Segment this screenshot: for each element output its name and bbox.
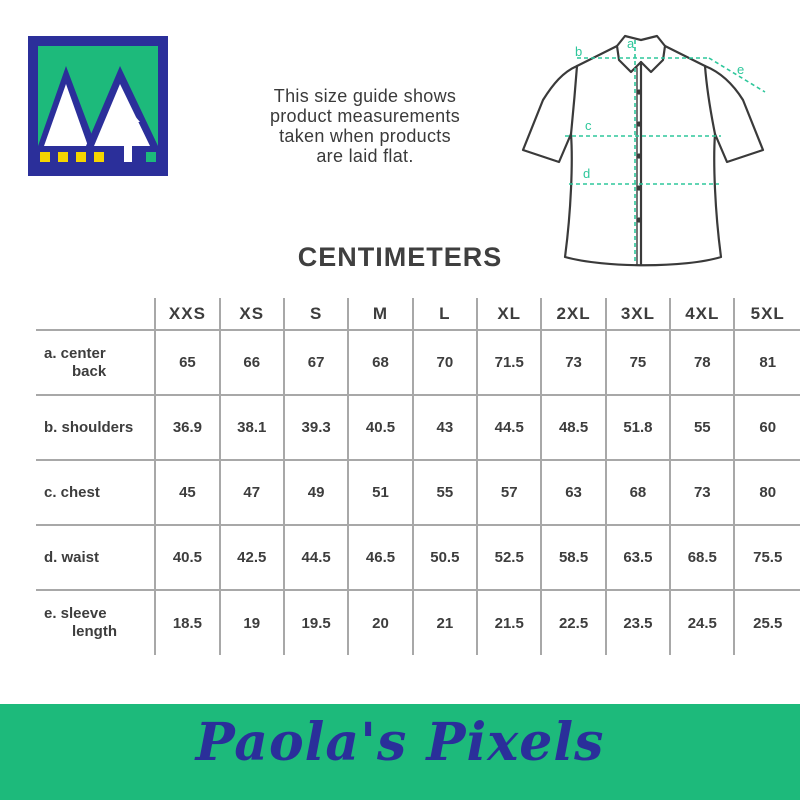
table-cell: 68 — [606, 460, 670, 525]
table-cell: 65 — [155, 330, 219, 395]
table-cell: 21.5 — [477, 590, 541, 655]
size-guide-intro — [200, 86, 530, 166]
table-row — [36, 330, 800, 395]
size-header: XXS — [155, 298, 219, 330]
size-header: 5XL — [750, 303, 785, 323]
table-cell: 63.5 — [606, 525, 670, 590]
size-header: S — [284, 298, 348, 330]
table-cell: 51.8 — [606, 395, 670, 460]
table-cell: 38.1 — [220, 395, 284, 460]
table-cell: 19.5 — [284, 590, 348, 655]
row-label — [36, 590, 155, 655]
table-row — [36, 395, 800, 460]
table-cell: 70 — [413, 330, 477, 395]
table-cell: 50.5 — [413, 525, 477, 590]
table-cell: 71.5 — [477, 330, 541, 395]
table-cell: 36.9 — [155, 395, 219, 460]
table-cell: 19 — [220, 590, 284, 655]
table-cell: 40.5 — [155, 525, 219, 590]
table-cell: 52.5 — [477, 525, 541, 590]
table-cell: 23.5 — [606, 590, 670, 655]
table-cell: 43 — [413, 395, 477, 460]
row-label-line: length — [72, 623, 117, 640]
table-cell: 75.5 — [753, 549, 783, 566]
table-cell: 57 — [477, 460, 541, 525]
row-label-line: back — [72, 362, 107, 380]
row-label — [36, 460, 155, 525]
table-cell: 22.5 — [541, 590, 605, 655]
diagram-label: d — [583, 166, 591, 181]
row-label — [36, 330, 155, 395]
intro-line: are laid flat. — [316, 146, 414, 166]
corner-cell — [36, 298, 155, 330]
units-title: CENTIMETERS — [297, 242, 503, 272]
table-row — [36, 460, 800, 525]
intro-line: product measurements — [269, 106, 461, 126]
row-label — [36, 525, 155, 590]
table-cell: 68.5 — [670, 525, 734, 590]
size-header: XL — [477, 298, 541, 330]
table-cell: 55 — [670, 395, 734, 460]
table-cell: 21 — [413, 590, 477, 655]
table-cell: 63 — [541, 460, 605, 525]
table-cell: 60 — [759, 419, 777, 436]
table-cell: 75 — [606, 330, 670, 395]
table-cell: 42.5 — [220, 525, 284, 590]
table-cell: 39.3 — [284, 395, 348, 460]
diagram-label: e — [737, 62, 745, 77]
shirt-outline-icon — [523, 36, 763, 265]
row-label-line: c. chest — [44, 483, 100, 501]
diagram-label: b — [575, 44, 583, 59]
row-label-line: b. shoulders — [44, 418, 134, 436]
size-header: XS — [220, 298, 284, 330]
row-label-line: a. center — [44, 344, 106, 362]
row-label-line: e. sleeve — [44, 605, 107, 622]
row-label — [36, 395, 155, 460]
size-header: 4XL — [670, 298, 734, 330]
table-row — [36, 590, 800, 655]
diagram-label: a — [627, 36, 635, 51]
table-cell: 48.5 — [541, 395, 605, 460]
size-header-row — [36, 298, 800, 330]
table-row — [36, 525, 800, 590]
brand-logo-icon — [28, 36, 168, 176]
table-cell: 49 — [284, 460, 348, 525]
table-cell: 47 — [220, 460, 284, 525]
table-cell: 68 — [348, 330, 412, 395]
table-cell: 67 — [284, 330, 348, 395]
table-cell: 73 — [541, 330, 605, 395]
table-cell: 25.5 — [753, 614, 783, 632]
size-chart-table — [36, 298, 800, 655]
table-cell: 20 — [348, 590, 412, 655]
table-cell: 55 — [413, 460, 477, 525]
table-cell: 45 — [155, 460, 219, 525]
table-cell: 44.5 — [477, 395, 541, 460]
table-cell: 18.5 — [155, 590, 219, 655]
size-header: 2XL — [541, 298, 605, 330]
table-cell: 73 — [670, 460, 734, 525]
row-label-line: d. waist — [44, 548, 100, 566]
intro-line: taken when products — [279, 126, 451, 146]
table-cell: 24.5 — [670, 590, 734, 655]
shirt-measurement-diagram — [515, 32, 785, 277]
diagram-label: c — [585, 118, 592, 133]
table-cell: 40.5 — [348, 395, 412, 460]
table-cell: 58.5 — [541, 525, 605, 590]
table-cell: 46.5 — [348, 525, 412, 590]
table-cell: 51 — [348, 460, 412, 525]
table-cell: 66 — [220, 330, 284, 395]
intro-line: This size guide shows — [273, 86, 457, 106]
table-cell: 78 — [670, 330, 734, 395]
table-cell: 80 — [759, 484, 777, 501]
size-header: L — [413, 298, 477, 330]
brand-name: Paola's Pixels — [195, 712, 605, 773]
table-cell: 81 — [759, 354, 777, 371]
table-cell: 44.5 — [284, 525, 348, 590]
size-header: M — [348, 298, 412, 330]
size-header: 3XL — [606, 298, 670, 330]
